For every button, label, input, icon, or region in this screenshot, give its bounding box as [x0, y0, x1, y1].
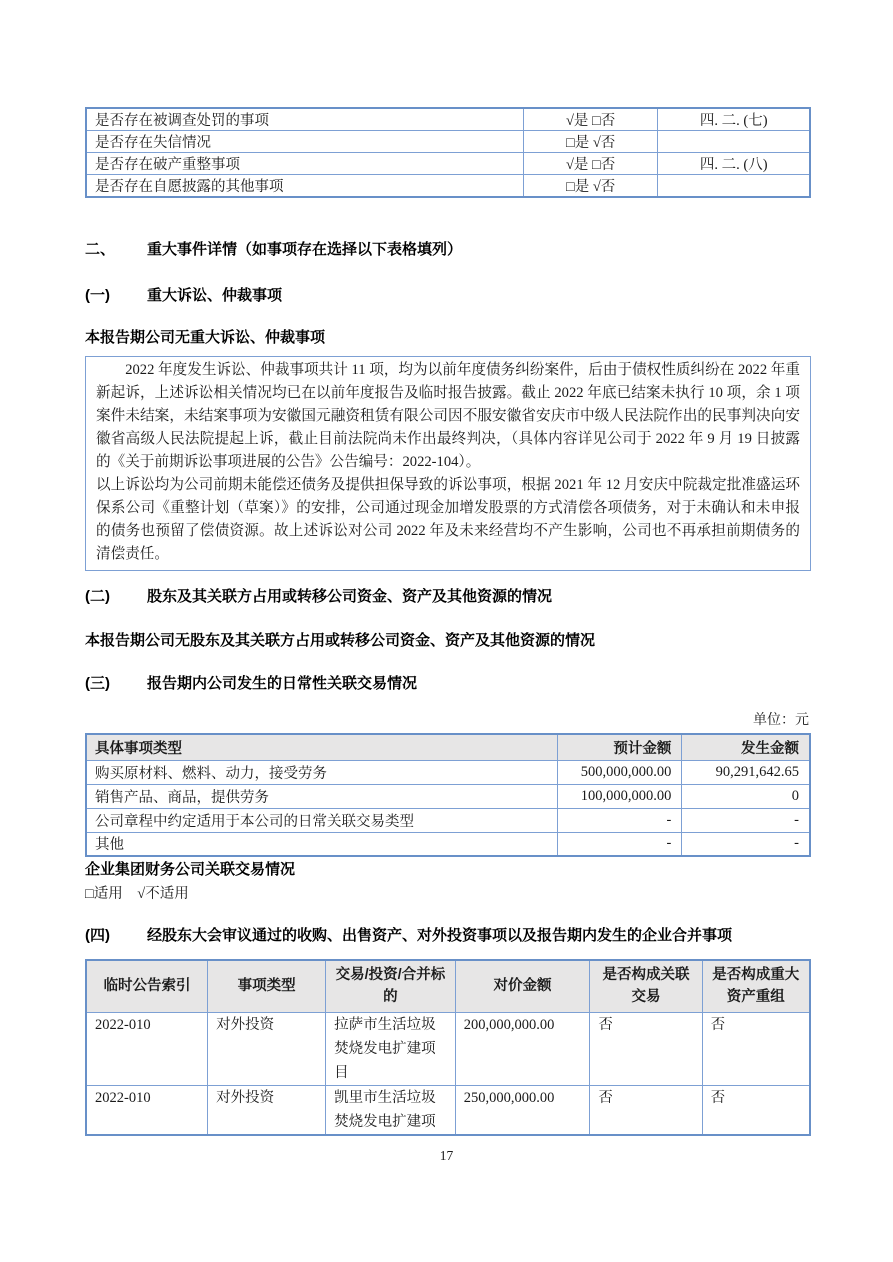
- table-row: [86, 784, 810, 808]
- status-item: 是否存在自愿披露的其他事项: [86, 175, 523, 198]
- column-header: 是否构成重大资产重组: [702, 960, 810, 1012]
- section-number: 二、: [85, 241, 116, 258]
- page-content: [85, 0, 811, 1136]
- page-number: 17: [439, 1148, 454, 1163]
- column-header: 是否构成关联交易: [590, 960, 702, 1012]
- section-title: 重大事件详情（如事项存在选择以下表格填列）: [147, 241, 463, 258]
- investment-table: [85, 959, 811, 1136]
- column-header: 临时公告索引: [86, 960, 208, 1012]
- estimated-amount: 100,000,000.00: [557, 784, 682, 808]
- table-row: [86, 1085, 810, 1135]
- table-row: [86, 108, 810, 131]
- litigation-paragraph-1: 2022 年度发生诉讼、仲裁事项共计 11 项，均为以前年度债务纠纷案件，后由于债权性质纠纷在 2022 年重新起诉，上述诉讼相关情况均已在以前年度报告及临时报告披露。截止 2022 年底已结案未执行 10 项，余 1 项案件未结案，未结案事项为安徽国元融资租赁有限公司因不服安徽省安庆市中级人民法院作出的民事判决向安徽省高级人民法院提起上诉，截止目前法院尚未作出最终判决，（具体内容详见公司于 2022 年 9 月 19 日披露的《关于前期诉讼事项进展的公告》公告编号：2022-104）。: [96, 362, 800, 470]
- actual-amount: 90,291,642.65: [682, 760, 810, 784]
- column-header: 对价金额: [455, 960, 590, 1012]
- table-row: [86, 832, 810, 856]
- subsection-number: (二): [85, 588, 110, 605]
- transaction-target: 凯里市生活垃圾焚烧发电扩建项: [326, 1085, 456, 1135]
- subsection-number: (四): [85, 927, 110, 944]
- subsection-heading-daily-related: [85, 674, 811, 694]
- table-row: [86, 175, 810, 198]
- is-related-party: 否: [590, 1012, 702, 1085]
- subsection-heading-occupation: [85, 587, 811, 607]
- status-choice: √是 □否: [523, 108, 658, 131]
- status-choice: □是 √否: [523, 131, 658, 153]
- status-reference: 四. 二. (八): [658, 153, 810, 175]
- status-choice: √是 □否: [523, 153, 658, 175]
- subsection-heading-acquisition: [85, 926, 811, 946]
- litigation-detail-box: [85, 356, 811, 571]
- table-row: [86, 760, 810, 784]
- is-related-party: 否: [590, 1085, 702, 1135]
- finance-company-choice: □适用 √不适用: [85, 886, 189, 902]
- section-heading-major-events: [85, 240, 811, 260]
- actual-amount: -: [682, 832, 810, 856]
- status-reference: [658, 175, 810, 198]
- estimated-amount: 500,000,000.00: [557, 760, 682, 784]
- column-header: 具体事项类型: [86, 734, 557, 760]
- is-major-restructure: 否: [702, 1012, 810, 1085]
- subsection-title: 股东及其关联方占用或转移公司资金、资产及其他资源的情况: [147, 588, 553, 605]
- event-type: 对外投资: [208, 1012, 326, 1085]
- table-row: [86, 153, 810, 175]
- column-header: 事项类型: [208, 960, 326, 1012]
- occupation-note: 本报告期公司无股东及其关联方占用或转移公司资金、资产及其他资源的情况: [85, 632, 596, 649]
- table-row: [86, 808, 810, 832]
- column-header: 交易/投资/合并标的: [326, 960, 456, 1012]
- status-table: [85, 107, 811, 198]
- transaction-target: 拉萨市生活垃圾焚烧发电扩建项目: [326, 1012, 456, 1085]
- transaction-type: 公司章程中约定适用于本公司的日常关联交易类型: [86, 808, 557, 832]
- transaction-type: 购买原材料、燃料、动力，接受劳务: [86, 760, 557, 784]
- status-reference: [658, 131, 810, 153]
- actual-amount: -: [682, 808, 810, 832]
- subsection-title: 报告期内公司发生的日常性关联交易情况: [147, 675, 418, 692]
- status-item: 是否存在被调查处罚的事项: [86, 108, 523, 131]
- table-header-row: [86, 960, 810, 1012]
- estimated-amount: -: [557, 832, 682, 856]
- consideration-amount: 200,000,000.00: [455, 1012, 590, 1085]
- event-type: 对外投资: [208, 1085, 326, 1135]
- subsection-heading-litigation: [85, 286, 811, 306]
- actual-amount: 0: [682, 784, 810, 808]
- transaction-type: 其他: [86, 832, 557, 856]
- status-item: 是否存在失信情况: [86, 131, 523, 153]
- status-reference: 四. 二. (七): [658, 108, 810, 131]
- table-row: [86, 1012, 810, 1085]
- announcement-index: 2022-010: [86, 1012, 208, 1085]
- subsection-title: 经股东大会审议通过的收购、出售资产、对外投资事项以及报告期内发生的企业合并事项: [147, 927, 733, 944]
- status-choice: □是 √否: [523, 175, 658, 198]
- consideration-amount: 250,000,000.00: [455, 1085, 590, 1135]
- unit-label: 单位：元: [753, 713, 809, 728]
- is-major-restructure: 否: [702, 1085, 810, 1135]
- litigation-paragraph-2: 以上诉讼均为公司前期未能偿还债务及提供担保导致的诉讼事项，根据 2021 年 12 月安庆中院裁定批准盛运环保系公司《重整计划（草案）》的安排，公司通过现金加增发股票的方式清偿各项债务，对于未确认和未申报的债务也预留了偿债资源。故上述诉讼对公司 2022 年及未来经营均不产生影响，公司也不再承担前期债务的清偿责任。: [96, 477, 800, 562]
- column-header: 发生金额: [682, 734, 810, 760]
- status-item: 是否存在破产重整事项: [86, 153, 523, 175]
- subsection-title: 重大诉讼、仲裁事项: [147, 287, 283, 304]
- litigation-note: 本报告期公司无重大诉讼、仲裁事项: [85, 329, 326, 346]
- subsection-number: (一): [85, 287, 110, 304]
- announcement-index: 2022-010: [86, 1085, 208, 1135]
- column-header: 预计金额: [557, 734, 682, 760]
- transaction-type: 销售产品、商品，提供劳务: [86, 784, 557, 808]
- table-header-row: [86, 734, 810, 760]
- estimated-amount: -: [557, 808, 682, 832]
- daily-related-table: [85, 733, 811, 857]
- table-row: [86, 131, 810, 153]
- finance-company-title: 企业集团财务公司关联交易情况: [85, 861, 296, 878]
- subsection-number: (三): [85, 675, 110, 692]
